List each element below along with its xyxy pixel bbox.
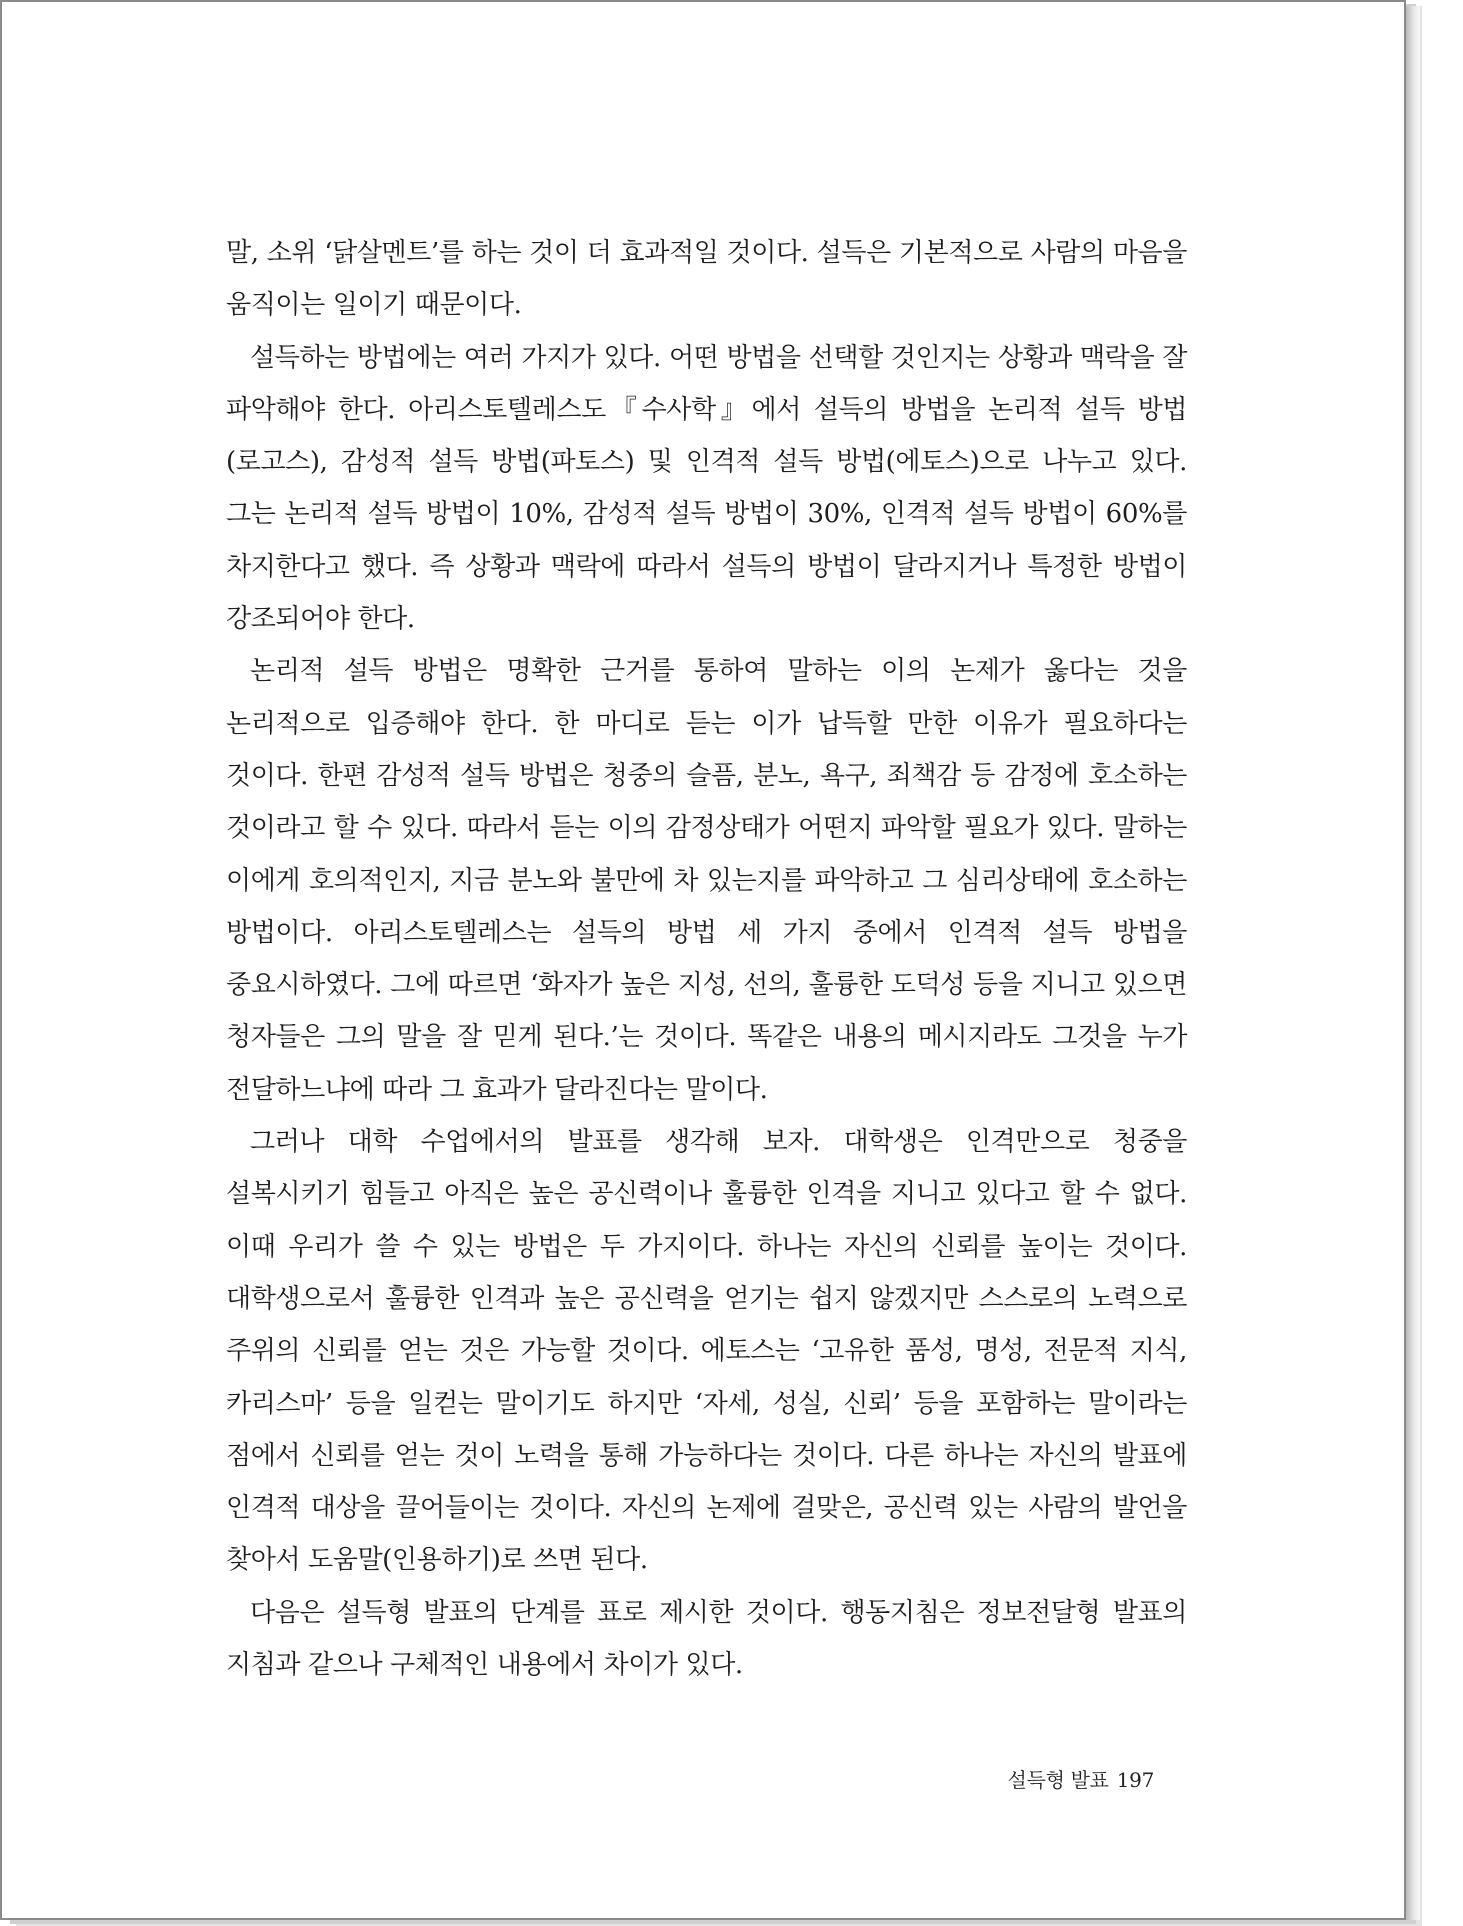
paragraph: 설득하는 방법에는 여러 가지가 있다. 어떤 방법을 선택할 것인지는 상황과 맥락을 잘 파악해야 한다. 아리스토텔레스도『수사학』에서 설득의 방법을 논리적 설득 방법(로고스), 감성적 설득 방법(파토스) 및 인격적 설득 방법(에토스)으로 나누고 있다. 그는 논리적 설득 방법이 10%, 감성적 설득 방법이 30%, 인격적 설득 방법이 60%를 차지한다고 했다. 즉 상황과 맥락에 따라서 설득의 방법이 달라지거나 특정한 방법이 강조되어야 한다. <box>226 342 1187 635</box>
page-number: 197 <box>1116 1768 1154 1792</box>
running-footer-section: 설득형 발표 <box>1007 1768 1109 1792</box>
paragraph: 다음은 설득형 발표의 단계를 표로 제시한 것이다. 행동지침은 정보전달형 발표의 지침과 같으나 구체적인 내용에서 차이가 있다. <box>226 1597 1187 1681</box>
body-text <box>226 227 1187 1691</box>
paragraph: 그러나 대학 수업에서의 발표를 생각해 보자. 대학생은 인격만으로 청중을 설복시키기 힘들고 아직은 높은 공신력이나 훌륭한 인격을 지니고 있다고 할 수 없다. 이때 우리가 쓸 수 있는 방법은 두 가지이다. 하나는 자신의 신뢰를 높이는 것이다. 대학생으로서 훌륭한 인격과 높은 공신력을 얻기는 쉽지 않겠지만 스스로의 노력으로 주위의 신뢰를 얻는 것은 가능할 것이다. 에토스는 ‘고유한 품성, 명성, 전문적 지식, 카리스마’ 등을 일컫는 말이기도 하지만 ‘자세, 성실, 신뢰’ 등을 포함하는 말이라는 점에서 신뢰를 얻는 것이 노력을 통해 가능하다는 것이다. 다른 하나는 자신의 발표에 인격적 대상을 끌어들이는 것이다. 자신의 논제에 걸맞은, 공신력 있는 사람의 발언을 찾아서 도움말(인용하기)로 쓰면 된다. <box>226 1127 1187 1576</box>
paragraph: 논리적 설득 방법은 명확한 근거를 통하여 말하는 이의 논제가 옳다는 것을 논리적으로 입증해야 한다. 한 마디로 듣는 이가 납득할 만한 이유가 필요하다는 것이다. 한편 감성적 설득 방법은 청중의 슬픔, 분노, 욕구, 죄책감 등 감정에 호소하는 것이라고 할 수 있다. 따라서 듣는 이의 감정상태가 어떤지 파악할 필요가 있다. 말하는 이에게 호의적인지, 지금 분노와 불만에 차 있는지를 파악하고 그 심리상태에 호소하는 방법이다. 아리스토텔레스는 설득의 방법 세 가지 중에서 인격적 설득 방법을 중요시하였다. 그에 따르면 ‘화자가 높은 지성, 선의, 훌륭한 도덕성 등을 지니고 있으면 청자들은 그의 말을 잘 믿게 된다.’는 것이다. 똑같은 내용의 메시지라도 그것을 누가 전달하느냐에 따라 그 효과가 달라진다는 말이다. <box>226 656 1187 1105</box>
paragraph: 말, 소위 ‘닭살멘트’를 하는 것이 더 효과적일 것이다. 설득은 기본적으로 사람의 마음을 움직이는 일이기 때문이다. <box>226 238 1187 321</box>
page-stack-edge <box>1406 6 1420 1920</box>
page-footer <box>1008 1764 1154 1793</box>
